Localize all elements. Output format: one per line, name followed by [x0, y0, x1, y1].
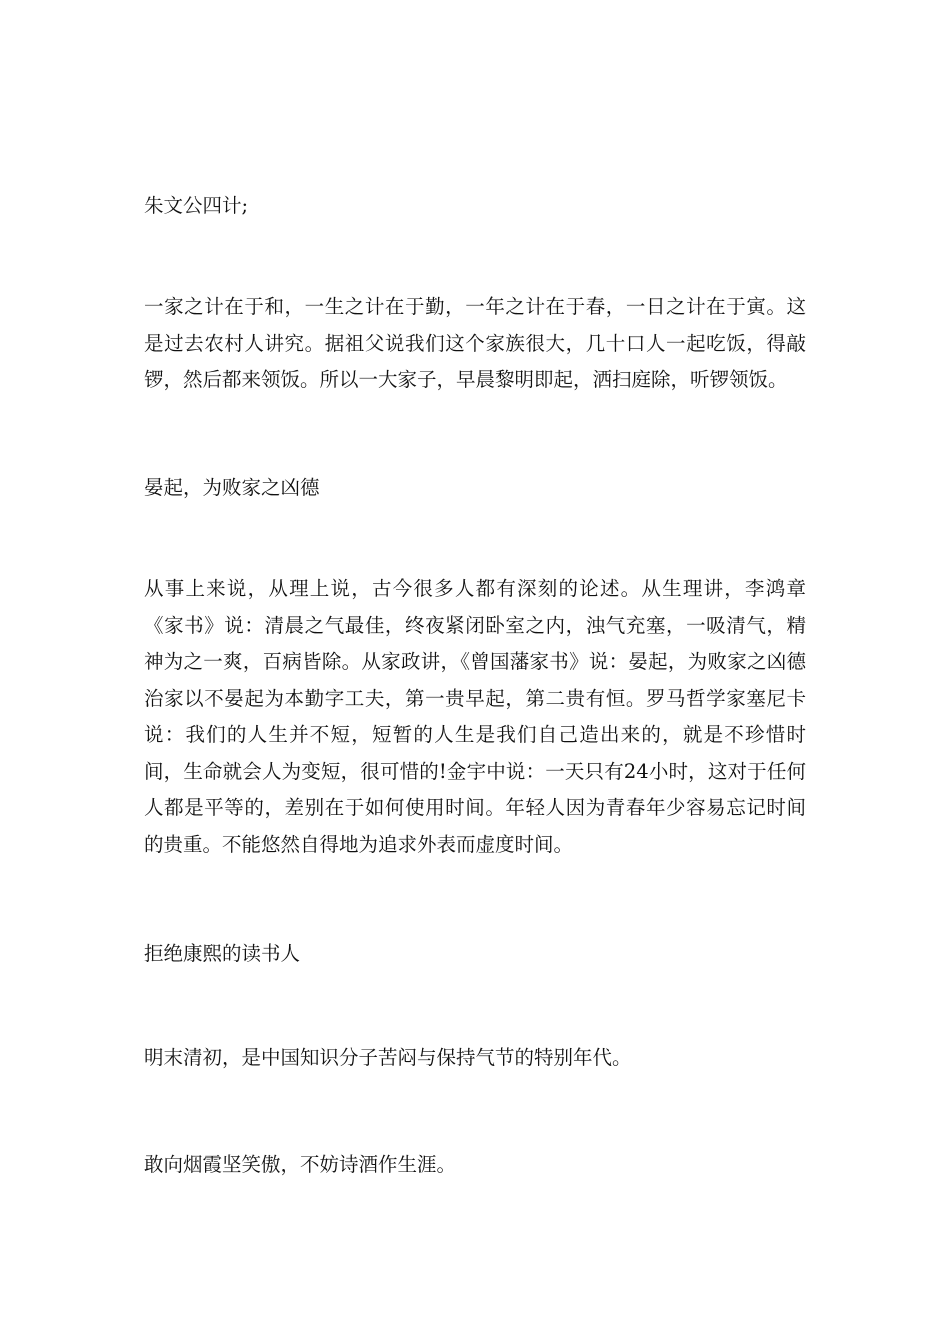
paragraph-family-plan: 一家之计在于和，一生之计在于勤，一年之计在于春，一日之计在于寅。这是过去农村人讲究。据祖父说我们这个家族很大，几十口人一起吃饭，得敲锣，然后都来领饭。所以一大家子，早晨黎明即起，洒扫庭除，听锣领饭。: [144, 295, 806, 391]
heading-zhu-wengong: 朱文公四计;: [144, 194, 249, 217]
paragraph-poem-line: 敢向烟霞坚笑傲，不妨诗酒作生涯。: [144, 1153, 457, 1176]
heading-late-rising: 晏起，为败家之凶德: [144, 476, 320, 499]
paragraph-discussion: 从事上来说，从理上说，古今很多人都有深刻的论述。从生理讲，李鸿章《家书》说：清晨之气最佳，终夜紧闭卧室之内，浊气充塞，一吸清气，精神为之一爽，百病皆除。从家政讲，《曾国藩家书》说：晏起，为败家之凶德治家以不晏起为本勤字工夫，第一贵早起，第二贵有恒。罗马哲学家塞尼卡说：我们的人生并不短，短暂的人生是我们自己造出来的，就是不珍惜时间，生命就会人为变短，很可惜的!金宇中说：一天只有24小时，这对于任何人都是平等的，差别在于如何使用时间。年轻人因为青春年少容易忘记时间的贵重。不能悠然自得地为追求外表而虚度时间。: [144, 577, 806, 856]
paragraph-ming-qing: 明末清初，是中国知识分子苦闷与保持气节的特别年代。: [144, 1046, 632, 1069]
heading-scholar: 拒绝康熙的读书人: [144, 942, 301, 965]
